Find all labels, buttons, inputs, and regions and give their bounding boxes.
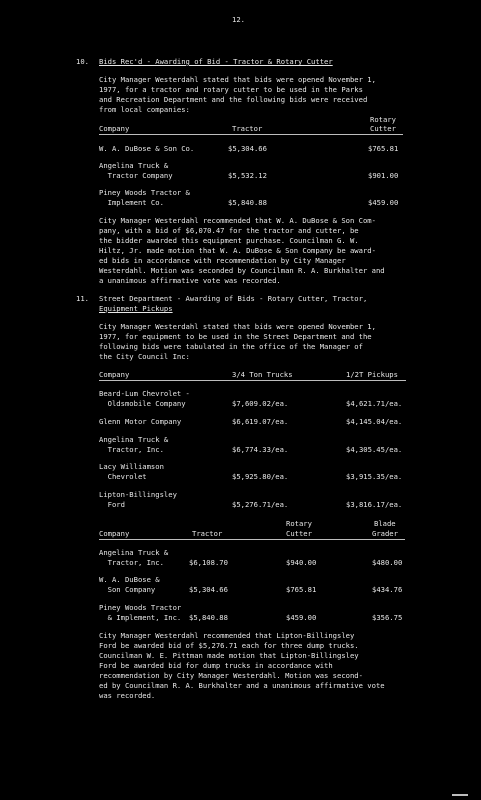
cutter-cell: $765.81 [368, 144, 399, 153]
company-cell: Piney Woods Tractor [99, 603, 182, 612]
col-header-tractor: Tractor [232, 124, 263, 133]
text-line: Ford be awarded bid for dump trucks in accordance with [99, 661, 333, 670]
col-header-company: Company [99, 529, 130, 538]
company-cell: Son Company [99, 585, 156, 594]
header-rule [99, 539, 405, 540]
company-cell: Lacy Williamson [99, 462, 164, 471]
company-cell: Angelina Truck & [99, 161, 169, 170]
pickup-cell: $3,816.17/ea. [346, 500, 403, 509]
col-header-dump-trucks: 3/4 Ton Trucks [232, 370, 293, 379]
text-line: Westerdahl. Motion was seconded by Councilman R. A. Burkhalter and [99, 266, 385, 275]
text-line: City Manager Westerdahl recommended that Lipton-Billingsley [99, 631, 355, 640]
cutter-cell: $901.00 [368, 171, 399, 180]
company-cell: Piney Woods Tractor & [99, 188, 190, 197]
text-line: following bids were tabulated in the office of the Manager of [99, 342, 363, 351]
text-line: ed by Councilman R. A. Burkhalter and a unanimous affirmative vote [99, 681, 385, 690]
text-line: a unanimous affirmative vote was recorded. [99, 276, 281, 285]
scan-mark [452, 794, 468, 796]
pickup-cell: $4,145.04/ea. [346, 417, 403, 426]
header-rule [99, 380, 406, 381]
company-cell: Tractor, Inc. [99, 558, 164, 567]
company-cell: Glenn Motor Company [99, 417, 182, 426]
pickup-cell: $4,621.71/ea. [346, 399, 403, 408]
company-cell: Tractor Company [99, 171, 173, 180]
page-number: 12. [232, 15, 245, 24]
item-heading: Equipment Pickups [99, 304, 173, 313]
company-cell: Ford [99, 500, 125, 509]
company-cell: Implement Co. [99, 198, 164, 207]
col-header-company: Company [99, 370, 130, 379]
company-cell: Oldsmobile Company [99, 399, 186, 408]
dump-cell: $6,619.07/ea. [232, 417, 289, 426]
text-line: the bidder awarded this equipment purchase. Councilman G. W. [99, 236, 359, 245]
tractor-cell: $6,108.70 [189, 558, 228, 567]
text-line: City Manager Westerdahl stated that bids were opened November 1, [99, 75, 376, 84]
cutter-cell: $459.00 [368, 198, 399, 207]
blade-cell: $356.75 [372, 613, 403, 622]
company-cell: W. A. DuBose & [99, 575, 160, 584]
col-header-tractor: Tractor [192, 529, 223, 538]
text-line: and Recreation Department and the following bids were received [99, 95, 368, 104]
header-rule [99, 134, 403, 135]
dump-cell: $6,774.33/ea. [232, 445, 289, 454]
text-line: City Manager Westerdahl stated that bids were opened November 1, [99, 322, 376, 331]
col-header-blade: Blade [374, 519, 396, 528]
text-line: was recorded. [99, 691, 156, 700]
item-number: 11. [76, 294, 89, 303]
pickup-cell: $3,915.35/ea. [346, 472, 403, 481]
text-line: Ford be awarded bid of $5,276.71 each for three dump trucks. [99, 641, 359, 650]
text-line: the City Council Inc: [99, 352, 190, 361]
cutter-cell: $940.00 [286, 558, 317, 567]
col-header-cutter: Cutter [370, 124, 396, 133]
pickup-cell: $4,305.45/ea. [346, 445, 403, 454]
text-line: 1977, for equipment to be used in the Street Department and the [99, 332, 372, 341]
tractor-cell: $5,840.88 [189, 613, 228, 622]
col-header-pickups: 1/2T Pickups [346, 370, 398, 379]
company-cell: Chevrolet [99, 472, 147, 481]
text-line: 1977, for a tractor and rotary cutter to be used in the Parks [99, 85, 363, 94]
text-line: ed bids in accordance with recommendation by City Manager [99, 256, 346, 265]
text-line: pany, with a bid of $6,070.47 for the tractor and cutter, be [99, 226, 359, 235]
item-number: 10. [76, 57, 89, 66]
tractor-cell: $5,840.88 [228, 198, 267, 207]
company-cell: Tractor, Inc. [99, 445, 164, 454]
col-header-cutter: Cutter [286, 529, 312, 538]
col-header-grader: Grader [372, 529, 398, 538]
col-header-rotary: Rotary [286, 519, 312, 528]
text-line: Hiltz, Jr. made motion that W. A. DuBose & Son Company be award- [99, 246, 376, 255]
company-cell: W. A. DuBose & Son Co. [99, 144, 195, 153]
col-header-company: Company [99, 124, 130, 133]
cutter-cell: $765.81 [286, 585, 317, 594]
company-cell: Beard-Lum Chevrolet - [99, 389, 190, 398]
text-line: Councilman W. E. Pittman made motion that Lipton-Billingsley [99, 651, 359, 660]
item-heading: Bids Rec'd - Awarding of Bid - Tractor & Rotary Cutter [99, 57, 333, 66]
text-line: recommendation by City Manager Westerdahl. Motion was second- [99, 671, 363, 680]
tractor-cell: $5,304.66 [228, 144, 267, 153]
company-cell: Angelina Truck & [99, 548, 169, 557]
company-cell: Lipton-Billingsley [99, 490, 177, 499]
text-line: City Manager Westerdahl recommended that W. A. DuBose & Son Com- [99, 216, 376, 225]
dump-cell: $5,925.80/ea. [232, 472, 289, 481]
blade-cell: $434.76 [372, 585, 403, 594]
item-heading: Street Department - Awarding of Bids - Rotary Cutter, Tractor, [99, 294, 368, 303]
text-line: from local companies: [99, 105, 190, 114]
company-cell: & Implement, Inc. [99, 613, 182, 622]
tractor-cell: $5,304.66 [189, 585, 228, 594]
col-header-rotary: Rotary [370, 115, 396, 124]
dump-cell: $5,276.71/ea. [232, 500, 289, 509]
company-cell: Angelina Truck & [99, 435, 169, 444]
tractor-cell: $5,532.12 [228, 171, 267, 180]
cutter-cell: $459.00 [286, 613, 317, 622]
dump-cell: $7,609.02/ea. [232, 399, 289, 408]
blade-cell: $480.00 [372, 558, 403, 567]
